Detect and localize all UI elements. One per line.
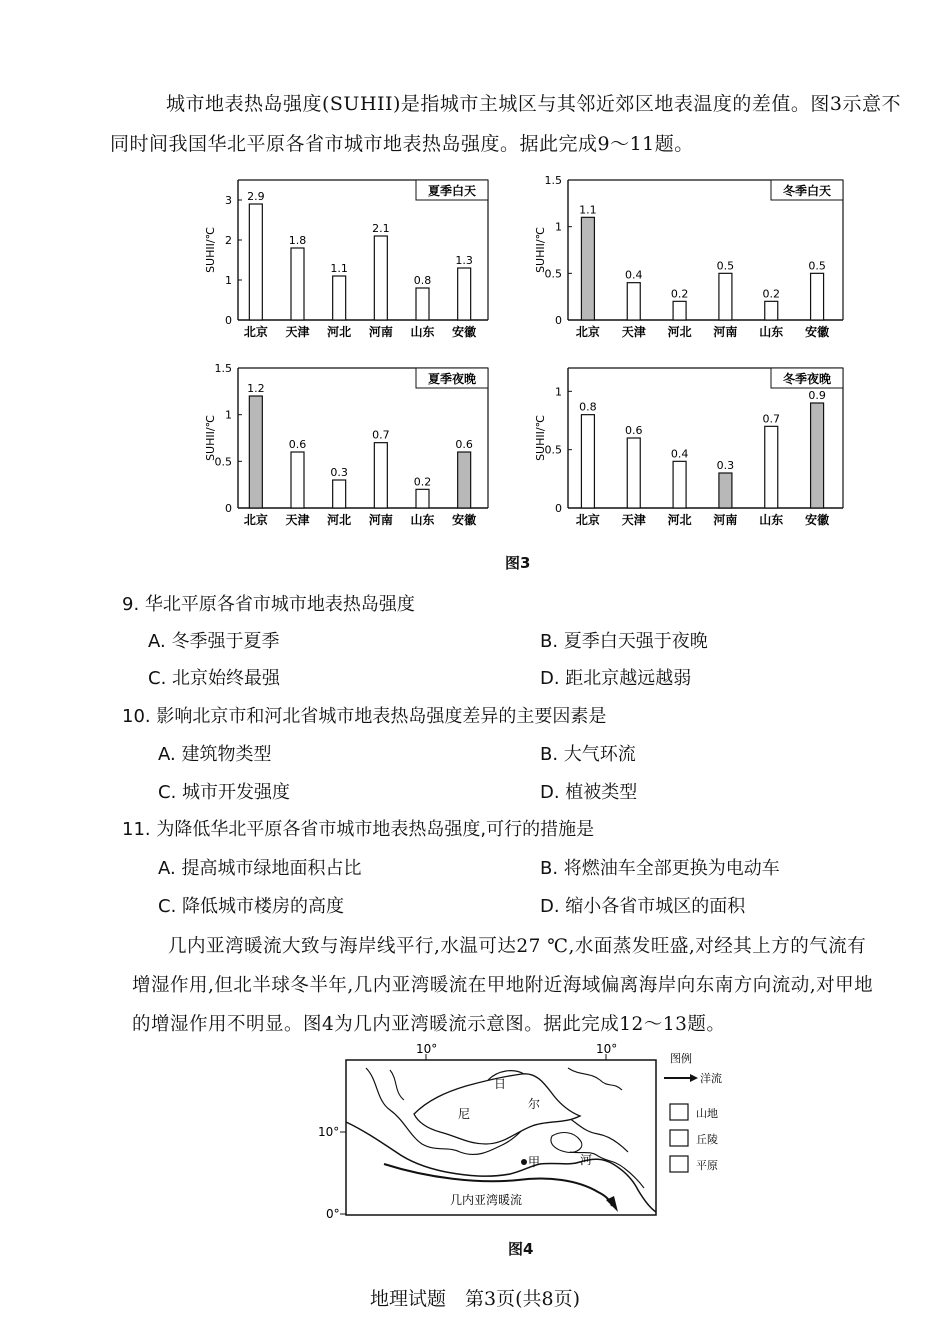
y-tick-label: 3 — [225, 194, 232, 207]
x-tick-label: 山东 — [759, 325, 784, 339]
y-tick-label: 0 — [555, 314, 562, 327]
bar-value-label: 0.4 — [625, 268, 643, 282]
bar — [719, 473, 732, 508]
page-footer: 地理试题 第3页(共8页) — [369, 1288, 580, 1310]
legend-title: 图例 — [670, 1052, 692, 1065]
y-tick-label: 0.5 — [214, 455, 232, 469]
bar-value-label: 0.6 — [288, 438, 307, 451]
question-11-option-b[interactable]: B. 将燃油车全部更换为电动车 — [540, 858, 780, 879]
map-svg — [318, 1040, 748, 1225]
bar-value-label: 0.3 — [716, 459, 735, 472]
chart-summer-day — [200, 172, 500, 356]
bar-value-label: 0.7 — [762, 412, 780, 426]
chart-winter-night — [530, 360, 860, 544]
legend-mountain-box — [670, 1104, 688, 1120]
x-tick-label: 河北 — [327, 325, 352, 339]
x-tick-label: 河北 — [667, 325, 692, 339]
bar-value-label: 0.8 — [413, 274, 432, 287]
legend-current-arrow — [690, 1074, 698, 1082]
x-tick-label: 河南 — [713, 513, 738, 527]
bar — [333, 276, 346, 320]
bar-value-label: 0.3 — [330, 466, 348, 479]
map-lon-label-left: 10° — [416, 1042, 438, 1056]
question-10-option-a[interactable]: A. 建筑物类型 — [158, 744, 272, 765]
intro-2-line-1: 几内亚湾暖流大致与海岸线平行,水温可达27 ℃,水面蒸发旺盛,对经其上方的气流有 — [168, 936, 867, 957]
map-label-he: 河 — [580, 1153, 593, 1167]
bar-value-label: 0.6 — [455, 438, 473, 451]
map-point-jia-label: 甲 — [528, 1155, 541, 1169]
x-tick-label: 天津 — [621, 513, 646, 527]
x-tick-label: 北京 — [243, 513, 268, 527]
bar — [333, 480, 346, 508]
chart-winter-day-svg — [530, 172, 860, 352]
y-tick-label: 1.5 — [544, 174, 562, 187]
bar — [249, 396, 262, 508]
y-tick-label: 0 — [225, 314, 232, 327]
x-tick-label: 安徽 — [452, 513, 477, 527]
chart-title: 冬季夜晚 — [782, 372, 832, 386]
x-tick-label: 河南 — [713, 325, 738, 339]
bar-value-label: 0.2 — [762, 287, 780, 301]
legend-current-text: 洋流 — [700, 1072, 722, 1085]
y-tick-label: 1 — [555, 385, 562, 399]
map-label-ri: 日 — [494, 1077, 507, 1091]
chart-summer-night — [200, 360, 500, 544]
question-11-stem: 11. 为降低华北平原各省市城市地表热岛强度,可行的措施是 — [122, 819, 595, 840]
bar — [374, 236, 387, 320]
chart-title: 冬季白天 — [782, 184, 832, 198]
bar — [765, 301, 778, 320]
x-tick-label: 山东 — [410, 513, 435, 527]
question-11-option-d[interactable]: D. 缩小各省市城区的面积 — [540, 896, 746, 917]
question-9-stem: 9. 华北平原各省市城市地表热岛强度 — [122, 594, 415, 615]
bar — [581, 415, 594, 508]
x-tick-label: 山东 — [410, 325, 435, 339]
x-tick-label: 安徽 — [805, 513, 830, 527]
bar-value-label: 2.9 — [247, 190, 265, 203]
map-point-jia — [521, 1159, 527, 1165]
x-tick-label: 北京 — [575, 513, 600, 527]
bar — [719, 273, 732, 320]
x-tick-label: 天津 — [285, 325, 310, 339]
intro-2-line-2: 增湿作用,但北半球冬半年,几内亚湾暖流在甲地附近海域偏离海岸向东南方向流动,对甲地 — [132, 975, 874, 996]
question-9-option-d[interactable]: D. 距北京越远越弱 — [540, 668, 692, 689]
x-tick-label: 北京 — [243, 325, 268, 339]
bar — [627, 283, 640, 320]
bar-value-label: 1.8 — [288, 234, 307, 247]
question-9-option-b[interactable]: B. 夏季白天强于夜晚 — [540, 631, 708, 652]
bar-value-label: 0.6 — [625, 424, 643, 437]
bar — [673, 461, 686, 508]
chart-summer-day-svg — [200, 172, 500, 352]
question-10-option-c[interactable]: C. 城市开发强度 — [158, 782, 291, 803]
chart-title: 夏季白天 — [427, 184, 477, 198]
figure-3-caption: 图3 — [505, 554, 531, 572]
bar — [811, 273, 824, 320]
y-tick-label: 0 — [555, 502, 562, 515]
bar-value-label: 1.3 — [455, 254, 473, 267]
bar-value-label: 1.2 — [247, 382, 265, 395]
legend-mountain-text: 山地 — [696, 1107, 718, 1120]
map-label-er: 尔 — [528, 1097, 541, 1111]
legend-plain-text: 平原 — [696, 1159, 718, 1172]
y-tick-label: 2 — [225, 234, 232, 247]
chart-title: 夏季夜晚 — [427, 372, 477, 386]
question-10-option-b[interactable]: B. 大气环流 — [540, 744, 636, 765]
bar-value-label: 0.4 — [670, 447, 689, 461]
bar-value-label: 0.8 — [579, 400, 597, 414]
y-tick-label: 0 — [225, 502, 232, 515]
question-9-option-c[interactable]: C. 北京始终最强 — [148, 668, 281, 689]
question-11-option-a[interactable]: A. 提高城市绿地面积占比 — [158, 858, 362, 879]
legend-plain-box — [670, 1156, 688, 1172]
chart-winter-night-svg — [530, 360, 860, 540]
bar — [458, 268, 471, 320]
map-lat-label-0: 0° — [326, 1207, 340, 1221]
map-lon-label-right: 10° — [596, 1042, 618, 1056]
bar-value-label: 0.7 — [372, 428, 390, 442]
bar-value-label: 0.2 — [413, 475, 432, 489]
y-axis-label: SUHII/℃ — [204, 227, 217, 273]
x-tick-label: 河南 — [368, 513, 393, 527]
x-tick-label: 河南 — [368, 325, 393, 339]
intro-1-line-2: 同时间我国华北平原各省市城市地表热岛强度。据此完成9～11题。 — [110, 133, 694, 155]
x-tick-label: 天津 — [285, 513, 310, 527]
y-tick-label: 1 — [225, 274, 232, 287]
x-tick-label: 天津 — [621, 325, 646, 339]
bar — [765, 426, 778, 508]
intro-1-line-1: 城市地表热岛强度(SUHII)是指城市主城区与其邻近郊区地表温度的差值。图3示意不 — [166, 93, 902, 115]
bar — [416, 288, 429, 320]
bar-value-label: 0.2 — [670, 287, 689, 301]
y-tick-label: 1 — [225, 408, 232, 422]
bar — [291, 248, 304, 320]
y-tick-label: 0.5 — [544, 267, 562, 281]
x-tick-label: 河北 — [667, 513, 692, 527]
question-10-option-d[interactable]: D. 植被类型 — [540, 782, 638, 803]
bar-value-label: 1.1 — [330, 262, 348, 275]
guinea-current-map — [318, 1040, 748, 1229]
intro-paragraph-1 — [110, 84, 915, 164]
bar-value-label: 1.1 — [579, 203, 597, 217]
y-tick-label: 1.5 — [214, 362, 232, 375]
intro-2-line-3: 的增湿作用不明显。图4为几内亚湾暖流示意图。据此完成12～13题。 — [132, 1014, 726, 1035]
y-tick-label: 1 — [555, 220, 562, 234]
y-axis-label: SUHII/℃ — [534, 227, 547, 273]
bar — [627, 438, 640, 508]
figure-4-caption: 图4 — [508, 1240, 534, 1258]
question-9-option-a[interactable]: A. 冬季强于夏季 — [148, 631, 280, 652]
y-axis-label: SUHII/℃ — [204, 415, 217, 461]
question-10-stem: 10. 影响北京市和河北省城市地表热岛强度差异的主要因素是 — [122, 706, 607, 727]
bar — [581, 217, 594, 320]
bar — [416, 489, 429, 508]
y-axis-label: SUHII/℃ — [534, 415, 547, 461]
map-current-label: 几内亚湾暖流 — [450, 1193, 523, 1207]
x-tick-label: 安徽 — [805, 325, 830, 339]
bar — [374, 443, 387, 508]
bar — [291, 452, 304, 508]
map-label-ni: 尼 — [458, 1107, 471, 1121]
chart-winter-day — [530, 172, 860, 356]
intro-paragraph-2 — [132, 927, 917, 1044]
x-tick-label: 北京 — [575, 325, 600, 339]
chart-summer-night-svg — [200, 360, 500, 540]
bar — [673, 301, 686, 320]
legend-hill-text: 丘陵 — [696, 1133, 718, 1146]
y-tick-label: 0.5 — [544, 443, 562, 457]
legend-hill-box — [670, 1130, 688, 1146]
bar-value-label: 0.5 — [716, 259, 735, 273]
map-lat-label-10: 10° — [318, 1125, 340, 1139]
bar-value-label: 0.9 — [808, 389, 826, 402]
bar — [811, 403, 824, 508]
bar — [249, 204, 262, 320]
x-tick-label: 河北 — [327, 513, 352, 527]
bar — [458, 452, 471, 508]
bar-value-label: 2.1 — [372, 222, 390, 235]
bar-value-label: 0.5 — [808, 259, 826, 273]
x-tick-label: 安徽 — [452, 325, 477, 339]
x-tick-label: 山东 — [759, 513, 784, 527]
question-11-option-c[interactable]: C. 降低城市楼房的高度 — [158, 896, 345, 917]
